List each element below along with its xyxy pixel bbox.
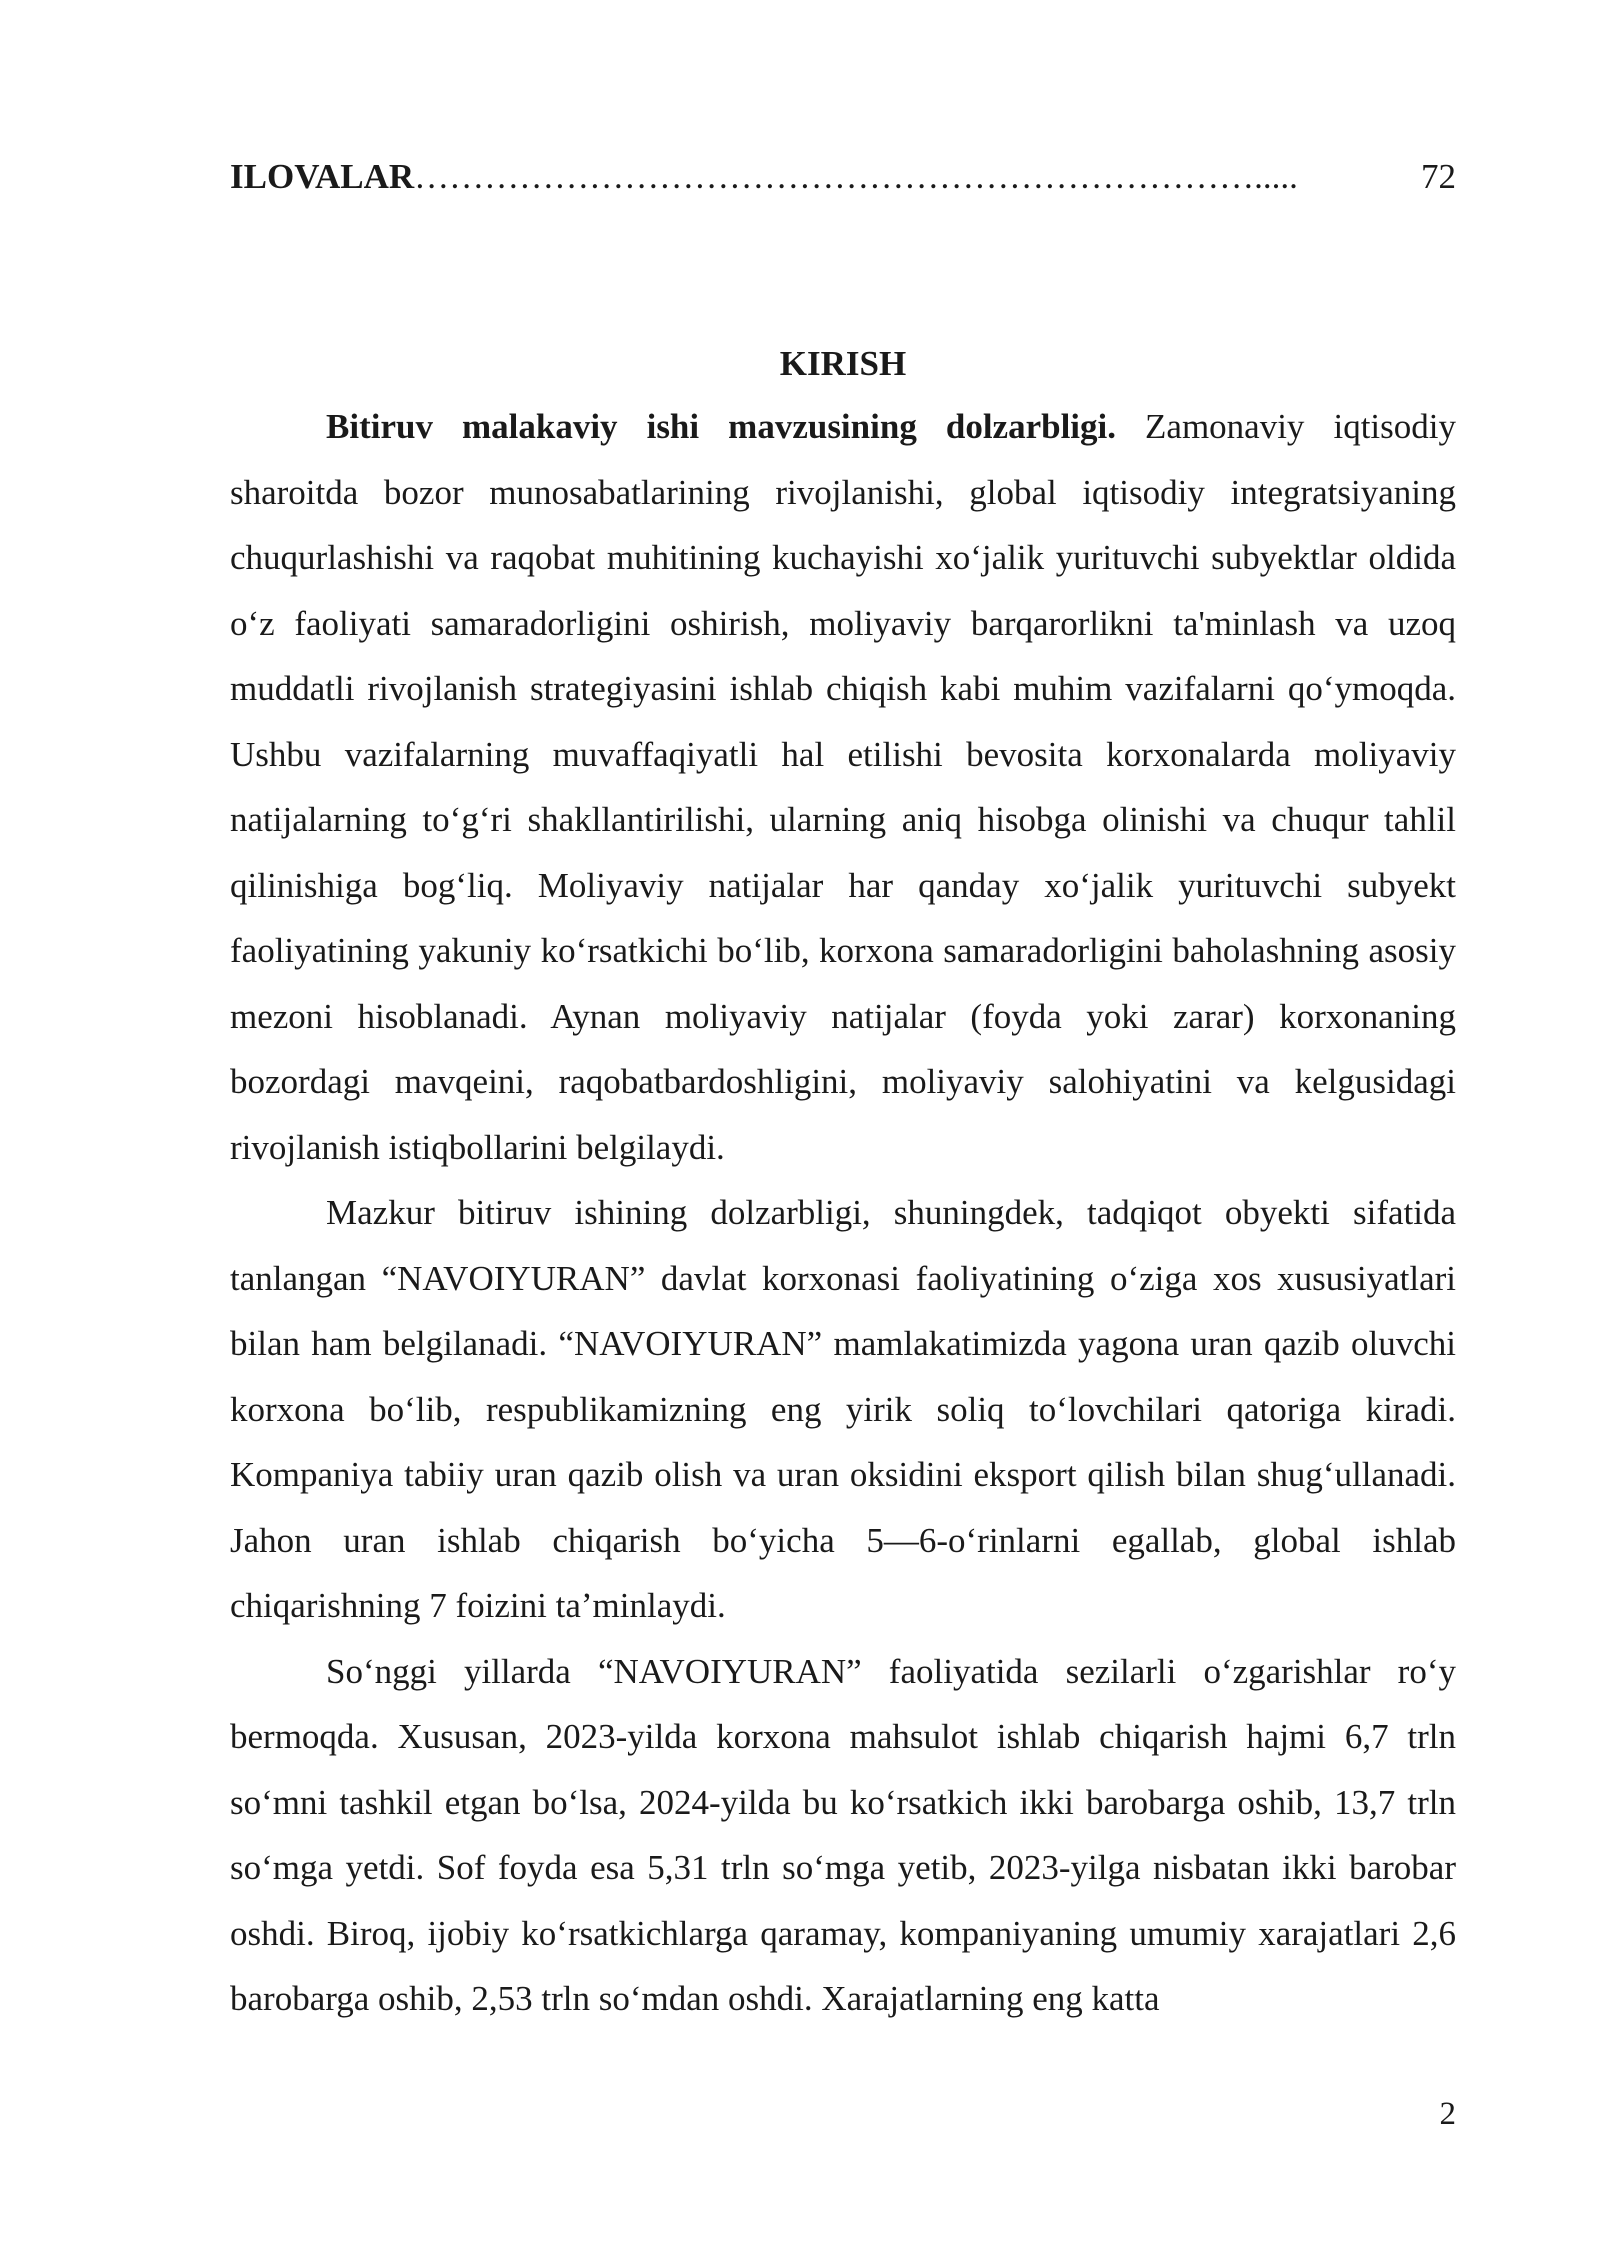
page-number: 2: [1439, 2096, 1456, 2132]
toc-entry-leader: ……………………………………………………………….....: [414, 157, 1298, 196]
paragraph: [230, 394, 1456, 1180]
toc-entry-label: ILOVALAR: [230, 157, 415, 196]
toc-entry-page: 72: [1421, 157, 1456, 196]
paragraph: [230, 1180, 1456, 1639]
paragraph-text: Mazkur bitiruv ishining dolzarbligi, shuningdek, tadqiqot obyekti sifatida tanlangan “NAVOIYURAN” davlat korxonasi faoliyatining oʻziga xos xususiyatlari bilan ham belgilanadi. “NAVOIYURAN” mamlakatimizda yagona uran qazib oluvchi korxona boʻlib, respublikamizning eng yirik soliq toʻlovchilari qatoriga kiradi. Kompaniya tabiiy uran qazib olish va uran oksidini eksport qilish bilan shugʻullanadi. Jahon uran ishlab chiqarish boʻyicha 5—6-oʻrinlarni egallab, global ishlab chiqarishning 7 foizini taʼminlaydi.: [230, 1193, 1456, 1625]
paragraph-text: Zamonaviy iqtisodiy sharoitda bozor munosabatlarining rivojlanishi, global iqtisodiy integratsiyaning chuqurlashishi va raqobat muhitining kuchayishi xoʻjalik yurituvchi subyektlar oldida oʻz faoliyati samaradorligini oshirish, moliyaviy barqarorlikni ta'minlash va uzoq muddatli rivojlanish strategiyasini ishlab chiqish kabi muhim vazifalarni qoʻymoqda. Ushbu vazifalarning muvaffaqiyatli hal etilishi bevosita korxonalarda moliyaviy natijalarning toʻgʻri shakllantirilishi, ularning aniq hisobga olinishi va chuqur tahlil qilinishiga bogʻliq. Moliyaviy natijalar har qanday xoʻjalik yurituvchi subyekt faoliyatining yakuniy koʻrsatkichi boʻlib, korxona samaradorligini baholashning asosiy mezoni hisoblanadi. Aynan moliyaviy natijalar (foyda yoki zarar) korxonaning bozordagi mavqeini, raqobatbardoshligini, moliyaviy salohiyatini va kelgusidagi rivojlanish istiqbollarini belgilaydi.: [230, 407, 1456, 1167]
page-content: [230, 148, 1456, 2032]
paragraph-lead: Bitiruv malakaviy ishi mavzusining dolzarbligi.: [326, 407, 1116, 446]
toc-entry: [230, 148, 1456, 206]
section-title: KIRISH: [779, 344, 907, 383]
paragraph-text: Soʻnggi yillarda “NAVOIYURAN” faoliyatida sezilarli oʻzgarishlar roʻy bermoqda. Xususan, 2023-yilda korxona mahsulot ishlab chiqarish hajmi 6,7 trln soʻmni tashkil etgan boʻlsa, 2024-yilda bu koʻrsatkich ikki barobarga oshib, 13,7 trln soʻmga yetdi. Sof foyda esa 5,31 trln soʻmga yetib, 2023-yilga nisbatan ikki barobar oshdi. Biroq, ijobiy koʻrsatkichlarga qaramay, kompaniyaning umumiy xarajatlari 2,6 barobarga oshib, 2,53 trln soʻmdan oshdi. Xarajatlarning eng katta: [230, 1651, 1456, 2018]
paragraph: [230, 1639, 1456, 2032]
